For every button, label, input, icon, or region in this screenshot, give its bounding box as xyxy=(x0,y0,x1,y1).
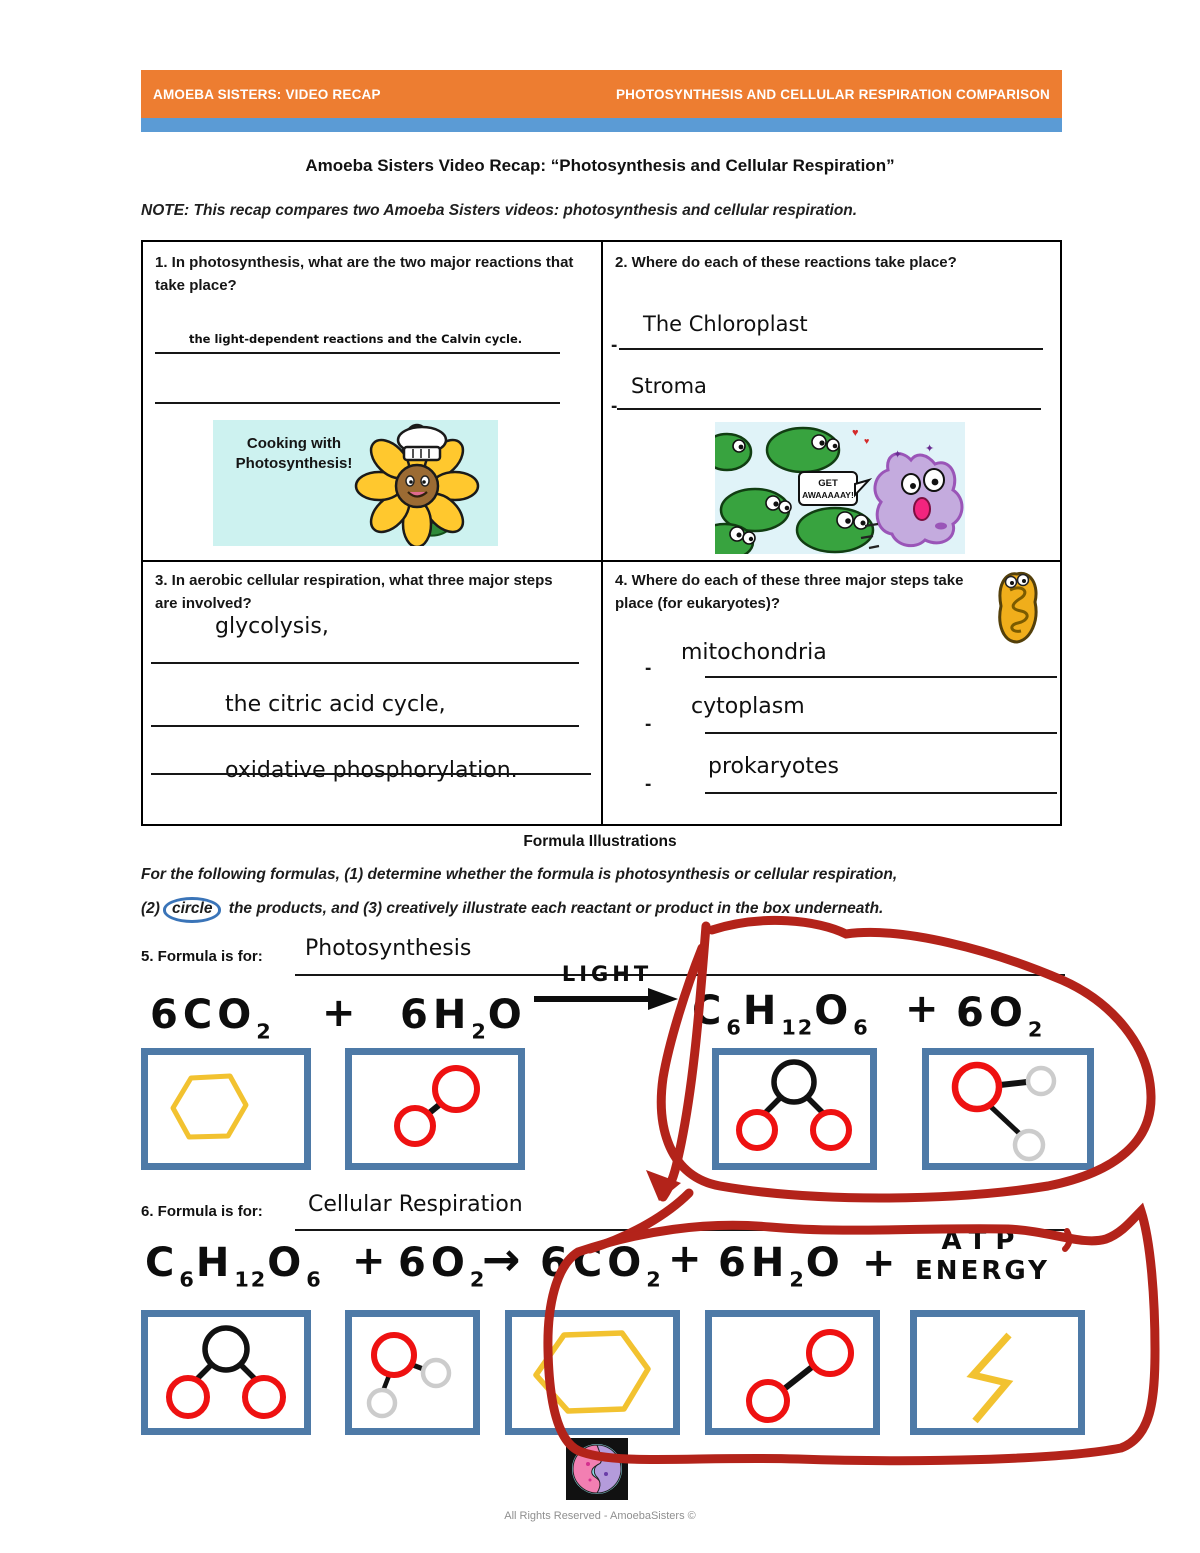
eq5-product-o2: $6O_2$ xyxy=(956,990,1045,1042)
energy-text: ENERGY xyxy=(915,1256,1050,1286)
question-2-answer-1: The Chloroplast xyxy=(643,312,808,336)
answer-dash: - xyxy=(645,714,652,735)
instructions-line2-pre: (2) xyxy=(141,900,160,917)
copyright-text: All Rights Reserved - AmoebaSisters © xyxy=(504,1510,696,1522)
eq6-plus: + xyxy=(352,1238,391,1284)
circled-word: circle xyxy=(163,897,222,923)
co2-illustration-box xyxy=(141,1048,311,1170)
cartoon-caption-line1: Cooking with xyxy=(246,435,342,452)
question-4-cell xyxy=(603,562,1060,824)
star-accent-icon: ✦ xyxy=(893,449,903,461)
hexagon-molecule-drawing xyxy=(512,1317,673,1428)
question-4-answer-1: mitochondria xyxy=(681,640,827,665)
header-bar xyxy=(141,70,1062,118)
header-accent-bar xyxy=(141,118,1062,132)
answer-line xyxy=(705,676,1057,678)
question-1-cell xyxy=(143,242,603,562)
question-2-answer-2: Stroma xyxy=(631,374,707,398)
glucose-molecule-drawing xyxy=(148,1317,304,1428)
eq6-plus: + xyxy=(862,1240,901,1286)
question-6-answer: Cellular Respiration xyxy=(308,1192,523,1217)
light-arrow xyxy=(532,962,682,1012)
answer-line xyxy=(705,792,1057,794)
eq6-reactant-glucose: $C_6H_{12}O_6$ xyxy=(145,1240,323,1292)
light-label: LIGHT xyxy=(561,962,653,986)
h2o-illustration-box-2 xyxy=(705,1310,880,1435)
glucose-molecule-drawing xyxy=(719,1055,870,1163)
question-table xyxy=(141,240,1062,826)
hexagon-molecule-drawing xyxy=(148,1055,304,1163)
atp-energy-illustration-box xyxy=(910,1310,1085,1435)
question-3-answer-3: oxidative phosphorylation. xyxy=(225,758,518,783)
oxygen-molecule-drawing xyxy=(929,1055,1087,1163)
amoeba-sisters-logo xyxy=(566,1438,628,1500)
question-5-answer: Photosynthesis xyxy=(305,936,472,961)
header-right-title: PHOTOSYNTHESIS AND CELLULAR RESPIRATION COMPARISON xyxy=(615,86,1050,102)
instructions-line2-post: the products, and (3) creatively illustrate each reactant or product in the box underneath. xyxy=(228,900,884,917)
answer-dash: - xyxy=(645,658,652,679)
sunflower-chef-icon xyxy=(338,420,496,546)
h2o-illustration-box xyxy=(345,1048,525,1170)
question-4-answer-2: cytoplasm xyxy=(691,694,805,719)
eq6-atp-energy xyxy=(895,1226,1070,1286)
answer-line xyxy=(617,408,1041,410)
oxygen-molecule-drawing xyxy=(352,1317,473,1428)
water-molecule-drawing xyxy=(352,1055,518,1163)
screaming-mouth xyxy=(914,498,930,520)
answer-line xyxy=(619,348,1043,350)
answer-dash: - xyxy=(611,335,618,356)
chloroplasts-amoeba-cartoon xyxy=(715,422,965,554)
answer-dash: - xyxy=(611,396,618,417)
eq5-reactant-co2: $6CO_2$ xyxy=(150,992,273,1044)
o2-illustration-box-2 xyxy=(345,1310,480,1435)
eq6-product-h2o: $6H_2O$ xyxy=(718,1240,845,1292)
question-4-text: 4. Where do each of these three major steps take place (for eukaryotes)? xyxy=(615,572,964,612)
atp-text: ATP xyxy=(941,1226,1024,1256)
answer-line xyxy=(155,352,560,354)
question-2-cell xyxy=(603,242,1060,562)
question-3-answer-1: glycolysis, xyxy=(215,614,329,639)
cooking-cartoon xyxy=(213,420,498,546)
speech-text-line1: GET xyxy=(818,478,838,489)
mitochondria-icon xyxy=(991,568,1043,646)
eq6-product-co2: $6CO_2$ xyxy=(540,1240,663,1292)
question-6-label: 6. Formula is for: xyxy=(141,1203,263,1220)
header-left-title: AMOEBA SISTERS: VIDEO RECAP xyxy=(153,86,381,102)
question-5-label: 5. Formula is for: xyxy=(141,948,263,965)
answer-line xyxy=(155,402,560,404)
question-1-answer: the light-dependent reactions and the Calvin cycle. xyxy=(189,332,523,346)
question-3-answer-2: the citric acid cycle, xyxy=(225,692,446,717)
eq6-plus: + xyxy=(668,1236,707,1282)
question-1-text: 1. In photosynthesis, what are the two major reactions that take place? xyxy=(155,254,574,294)
eq5-plus: + xyxy=(322,990,361,1036)
water-molecule-drawing xyxy=(712,1317,873,1428)
eq5-plus: + xyxy=(905,986,944,1032)
speech-text-line2: AWAAAAAY! xyxy=(802,490,854,500)
heart-icon: ♥ xyxy=(864,436,870,446)
instructions-line2 xyxy=(141,897,1071,923)
glucose-illustration-box xyxy=(712,1048,877,1170)
page-title: Amoeba Sisters Video Recap: “Photosynthesis and Cellular Respiration” xyxy=(305,156,895,175)
eq6-arrow: → xyxy=(482,1232,526,1286)
pen-arrowhead xyxy=(646,1170,681,1201)
answer-dash: - xyxy=(645,774,652,795)
heart-icon: ♥ xyxy=(852,427,859,439)
note-text: NOTE: This recap compares two Amoeba Sisters videos: photosynthesis and cellular respiration. xyxy=(141,202,858,219)
eq5-product-glucose: $C_6H_{12}O_6$ xyxy=(692,988,870,1040)
answer-line xyxy=(151,725,579,727)
answer-line-strikethrough xyxy=(151,773,591,775)
question-2-text: 2. Where do each of these reactions take place? xyxy=(615,254,957,271)
co2-illustration-box-2 xyxy=(505,1310,680,1435)
o2-illustration-box xyxy=(922,1048,1094,1170)
star-accent-icon: ✦ xyxy=(925,443,935,455)
instructions-line1: For the following formulas, (1) determine whether the formula is photosynthesis or cellular respiration, xyxy=(141,866,898,883)
section-heading: Formula Illustrations xyxy=(523,833,677,850)
answer-line xyxy=(151,662,579,664)
eq5-reactant-h2o: $6H_2O$ xyxy=(400,992,527,1044)
eq6-reactant-o2: $6O_2$ xyxy=(398,1240,487,1292)
energy-zigzag-drawing xyxy=(917,1317,1078,1428)
glucose-illustration-box-2 xyxy=(141,1310,311,1435)
question-4-answer-3: prokaryotes xyxy=(708,754,839,779)
reaction-arrow-icon xyxy=(532,986,682,1012)
question-3-text: 3. In aerobic cellular respiration, what three major steps are involved? xyxy=(155,572,553,612)
cartoon-caption-line2: Photosynthesis! xyxy=(235,455,353,473)
question-3-cell xyxy=(143,562,603,824)
answer-line xyxy=(705,732,1057,734)
